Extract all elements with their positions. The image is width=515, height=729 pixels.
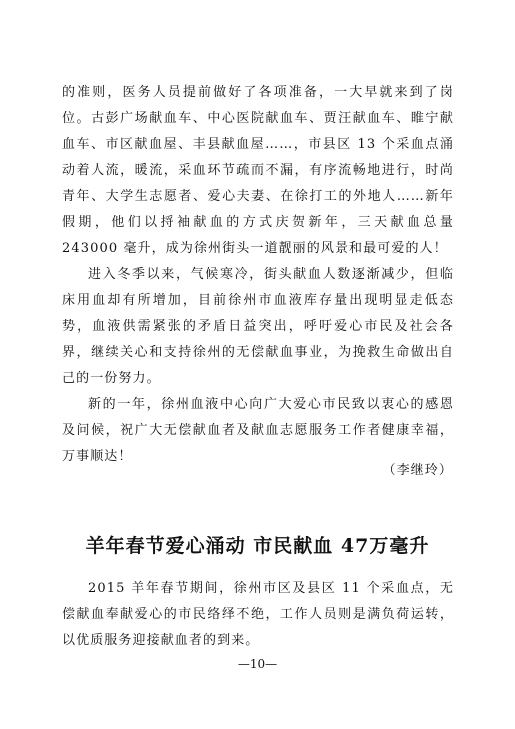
previous-article-body (62, 80, 454, 470)
author-credit: （李继玲） (382, 463, 453, 478)
paragraph: 的准则，医务人员提前做好了各项准备，一大早就来到了岗位。古彭广场献血车、中心医院献血车、贾汪献血车、睢宁献血车、市区献血屋、丰县献血屋……，市县区 13 个采血点涌动着人流，暖流，采血环节疏而不漏，有序流畅地进行，时尚青年、大学生志愿者、爱心夫妻、在徐打工的外地人……新年假期，他们以捋袖献血的方式庆贺新年，三天献血总量 243000 毫升，成为徐州街头一道靓丽的风景和最可爱的人！ (62, 85, 454, 256)
next-article-body (62, 576, 454, 654)
article-title: 羊年春节爱心涌动 市民献血 47万毫升 (85, 535, 430, 557)
paragraph: 新的一年，徐州血液中心向广大爱心市民致以衷心的感恩及问候，祝广大无偿献血者及献血志愿服务工作者健康幸福，万事顺达！ (62, 397, 454, 464)
page-number: —10— (237, 657, 278, 671)
paragraph: 进入冬季以来，气候寒冷，街头献血人数逐渐减少，但临床用血却有所增加，目前徐州市血液库存量出现明显走低态势，血液供需紧张的矛盾日益突出，呼吁爱心市民及社会各界，继续关心和支持徐州的无偿献血事业，为挽救生命做出自己的一份努力。 (62, 267, 454, 386)
paragraph: 2015 羊年春节期间，徐州市区及县区 11 个采血点，无偿献血奉献爱心的市民络绎不绝，工作人员则是满负荷运转，以优质服务迎接献血者的到来。 (62, 581, 454, 648)
